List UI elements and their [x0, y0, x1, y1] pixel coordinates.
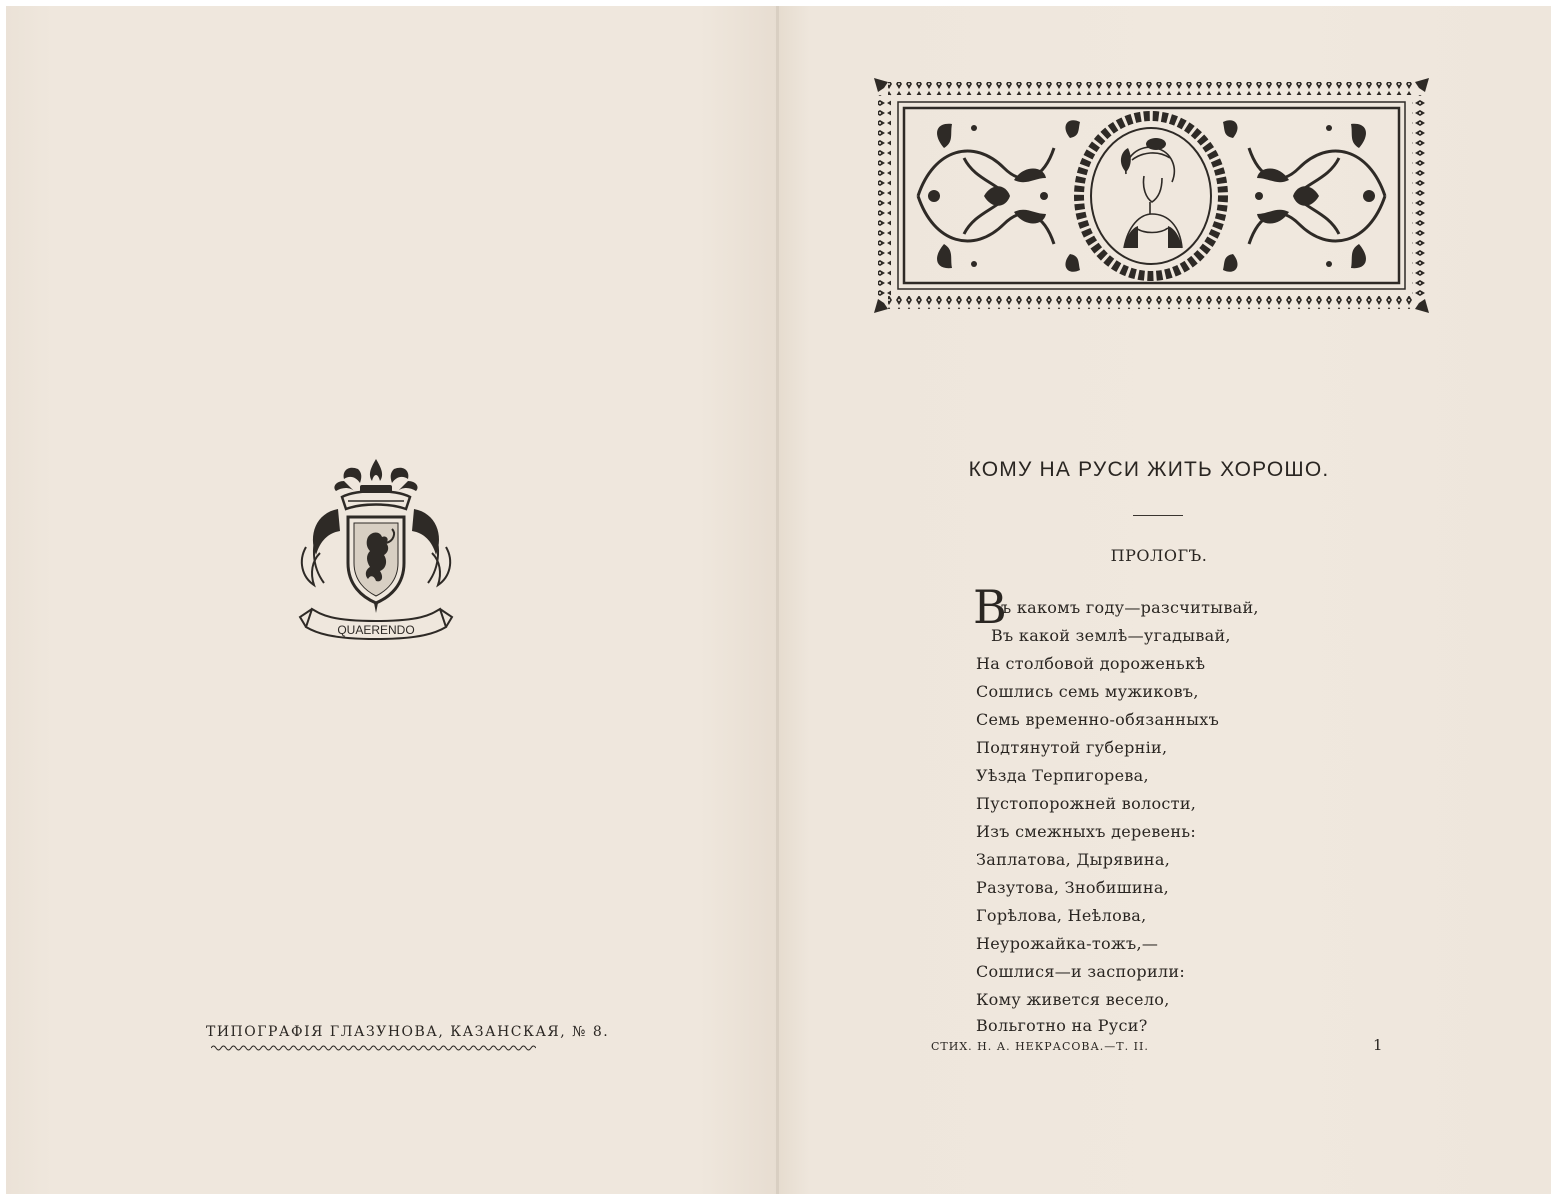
verse-line: Въ какой землѣ—угадывай,: [991, 626, 1231, 645]
verse-line: Вольготно на Руси?: [976, 1016, 1148, 1035]
verse-line: Разутова, Знобишина,: [976, 878, 1170, 897]
verse-line: Семь временно-обязанныхъ: [976, 710, 1220, 729]
verse-line: На столбовой дороженькѣ: [976, 654, 1206, 673]
page-number: 1: [1373, 1036, 1383, 1054]
right-page: [779, 6, 1551, 1194]
verse-line: Подтянутой губерніи,: [976, 738, 1168, 757]
emblem-motto: QUAERENDO: [337, 623, 415, 637]
verse-block: [779, 6, 1551, 1194]
verse-line: Уѣзда Терпигорева,: [976, 766, 1149, 785]
book-spread: [6, 6, 1551, 1194]
verse-line: Сошлись семь мужиковъ,: [976, 682, 1199, 701]
verse-line: Сошлися—и заспорили:: [976, 962, 1186, 981]
printer-imprint: ТИПОГРАФІЯ ГЛАЗУНОВА, КАЗАНСКАЯ, № 8.: [206, 1024, 610, 1040]
verse-line: Изъ смежныхъ деревень:: [976, 822, 1197, 841]
verse-line: Горѣлова, Неѣлова,: [976, 906, 1147, 925]
verse-line: Пустопорожней волости,: [976, 794, 1197, 813]
verse-line: Кому живется весело,: [976, 990, 1170, 1009]
poem-title: КОМУ НА РУСИ ЖИТЬ ХОРОШО.: [968, 458, 1330, 481]
verse-line: Заплатова, Дырявина,: [976, 850, 1171, 869]
drop-initial: В: [973, 580, 1007, 634]
verse-line: Неурожайка-тожъ,—: [976, 934, 1159, 953]
verse-line: ъ какомъ году—разсчитывай,: [1001, 598, 1259, 617]
left-page: [6, 6, 777, 1194]
running-footer: СТИХ. Н. А. НЕКРАСОВА.—Т. II.: [931, 1040, 1149, 1053]
wavy-rule-icon: [211, 1044, 536, 1052]
bookplate-emblem-icon: [286, 451, 466, 651]
section-title: ПРОЛОГЪ.: [1110, 546, 1208, 565]
